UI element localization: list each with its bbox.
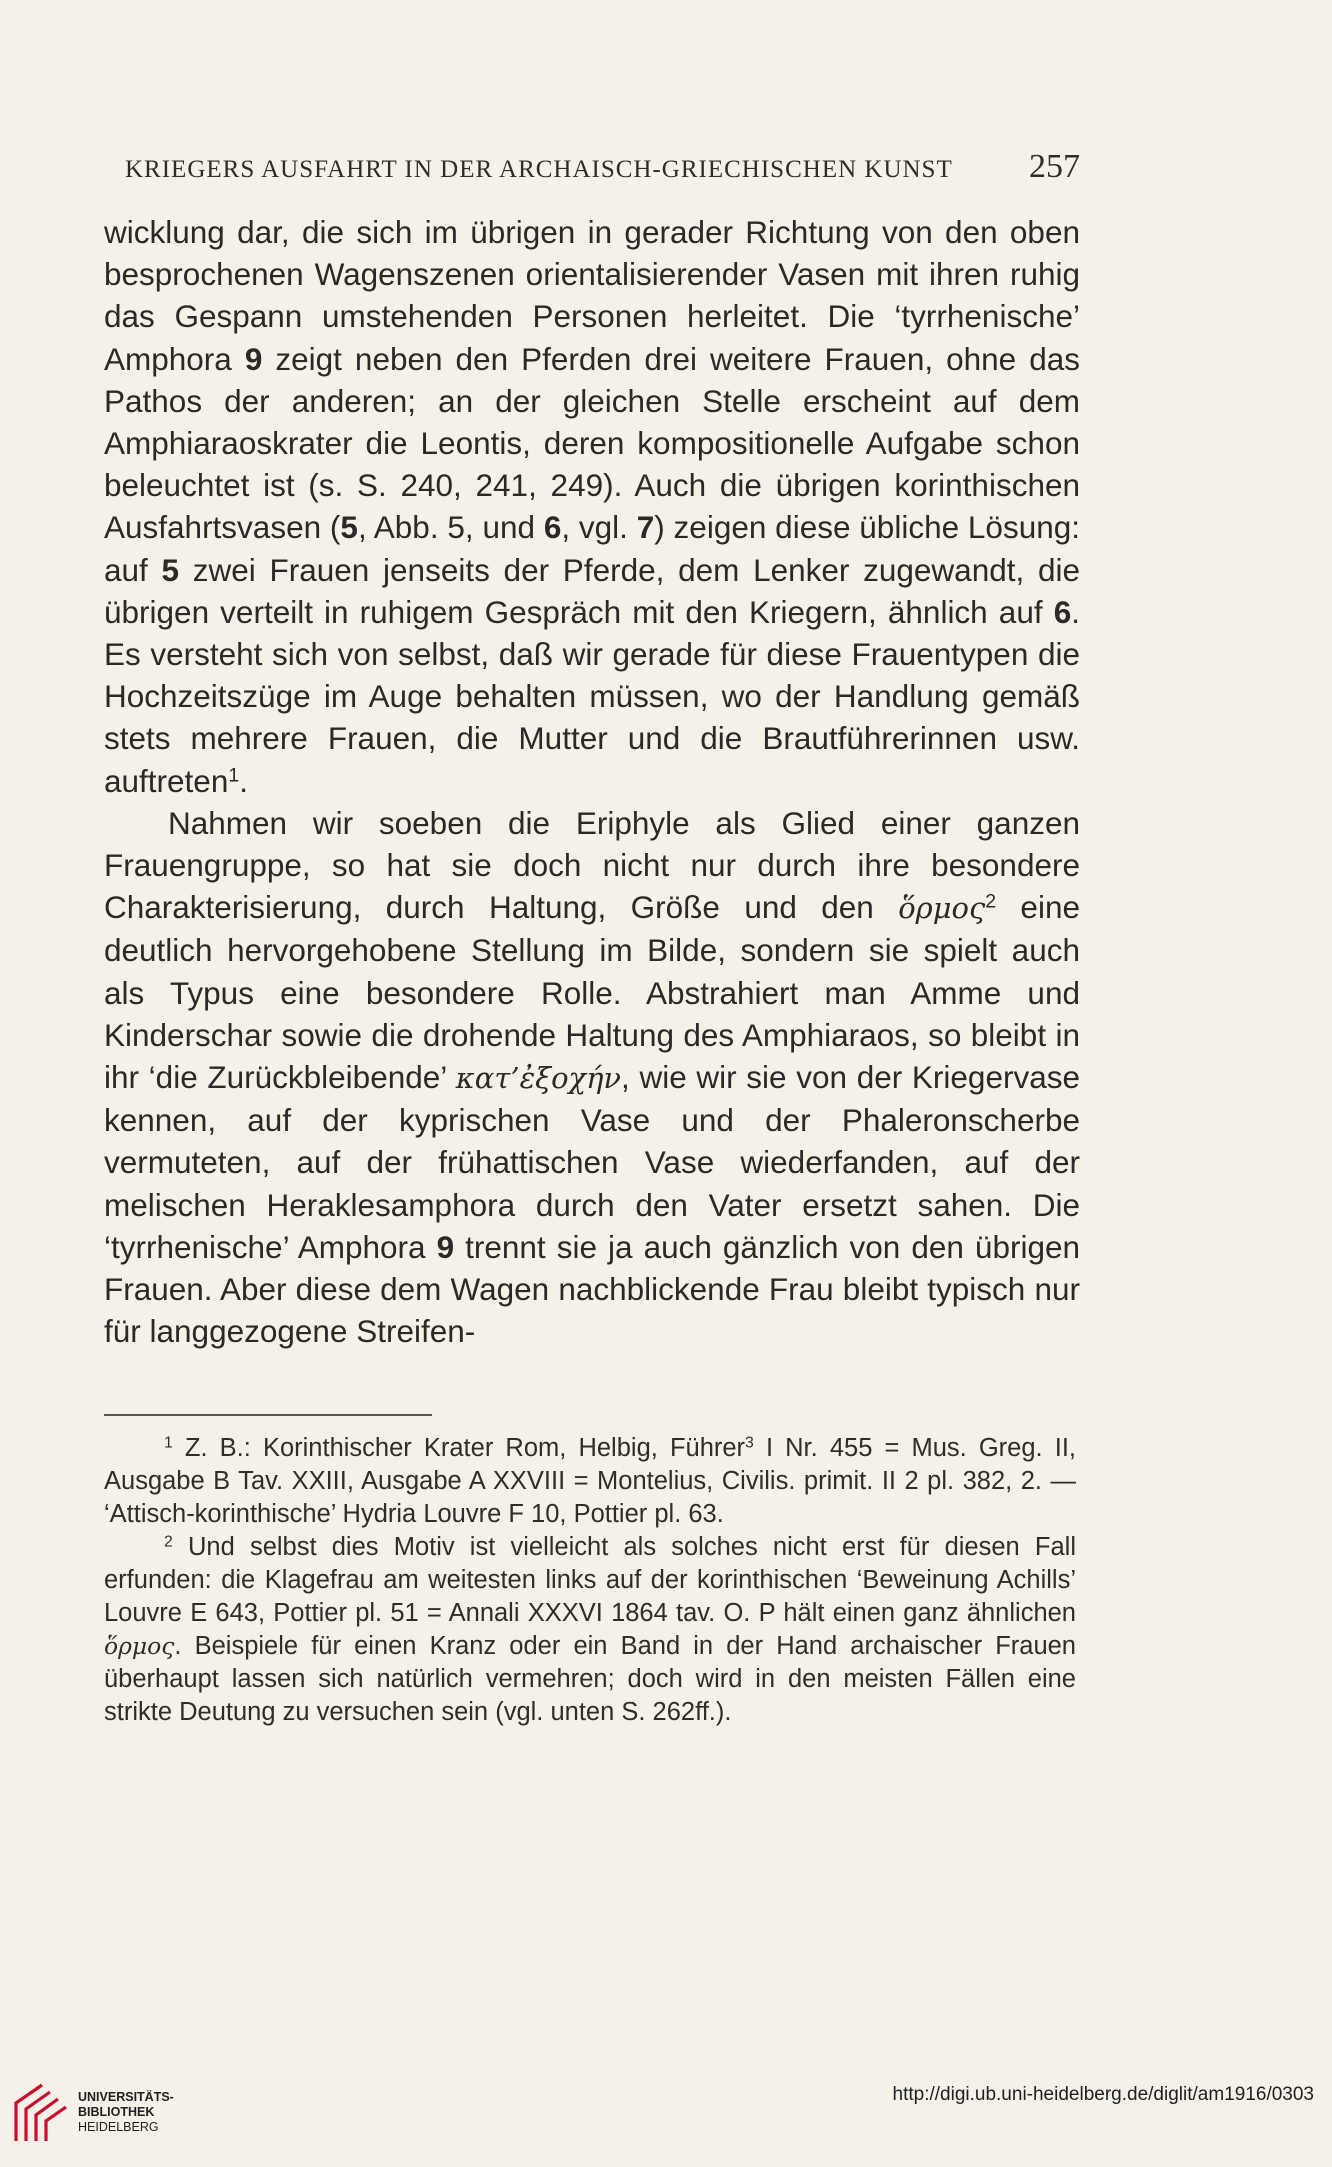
footnote-1	[104, 1432, 1076, 1531]
footnote-number: 2	[164, 1533, 173, 1551]
vase-number-ref: 9	[244, 340, 263, 377]
text-run: Z. B.: Korinthischer Krater Rom, Helbig, Führer	[172, 1434, 746, 1462]
digitization-footer	[0, 2060, 1332, 2167]
text-run: zwei Frauen jenseits der Pferde, dem Lenker zugewandt, die übrigen verteilt in ruhigem Gespräch mit den Kriegern, ähnlich auf	[104, 551, 1080, 630]
text-run: . Beispiele für einen Kranz oder ein Band in der Hand archaischer Frauen überhaupt lassen sich natürlich vermehren; doch wird in den meisten Fällen eine strikte Deutung zu versuchen sein (vgl. unten S. 262ff.).	[104, 1632, 1076, 1726]
text-run: I Nr. 455 = Mus. Greg. II, Ausgabe B Tav. XXIII, Ausgabe A XXVIII = Montelius, Civilis. primit. II 2 pl. 382, 2. — ‘Attisch-korinthische’ Hydria Louvre F 10, Pottier pl. 63.	[104, 1434, 1076, 1528]
text-run: ) zeigen diese übliche Lösung: auf	[104, 509, 1081, 588]
library-name	[78, 2090, 174, 2135]
vase-number-ref: 7	[636, 509, 655, 546]
library-name-line: BIBLIOTHEK	[78, 2105, 155, 2119]
greek-term: ὅρμος	[104, 1632, 175, 1660]
vase-number-ref: 9	[436, 1228, 455, 1265]
footnote-marker: 1	[228, 763, 240, 786]
footnote-separator	[104, 1414, 432, 1416]
text-run: zeigt neben den Pferden drei weitere Frauen, ohne das Pathos der anderen; an der gleichen Stelle erscheint auf dem Amphiaraoskrater die Leontis, deren kompositionelle Aufgabe schon beleuchtet ist (s. S. 240, 241, 249). Auch die übrigen korinthischen Ausfahrtsvasen (	[104, 340, 1080, 546]
running-head	[125, 150, 1080, 186]
main-text	[104, 211, 1080, 1352]
footnote-number: 1	[164, 1434, 173, 1452]
text-run: eine deutlich hervorgehobene Stellung im Bilde, sondern sie spielt auch als Typus eine besondere Rolle. Abstrahiert man Amme und Kinderschar sowie die drohende Haltung des Amphiaraos, so bleibt in ihr ‘die Zurückbleibende’	[104, 889, 1080, 1096]
text-run: , vgl.	[561, 509, 637, 546]
edition-superscript: 3	[745, 1434, 754, 1452]
text-run: . Es versteht sich von selbst, daß wir gerade für diese Frauentypen die Hochzeitszüge im Auge behalten müssen, wo der Handlung gemäß stets mehrere Frauen, die Mutter und die Brautführerinnen usw. auftreten	[104, 593, 1080, 799]
text-run: , Abb. 5, und	[357, 509, 544, 546]
paragraph-2	[104, 802, 1080, 1353]
footnote-2	[104, 1531, 1076, 1729]
library-name-line: HEIDELBERG	[78, 2120, 159, 2134]
vase-number-ref: 5	[340, 509, 358, 546]
university-library-logo-icon[interactable]	[8, 2081, 70, 2145]
text-run: trennt sie ja auch gänzlich von den übrigen Frauen. Aber diese dem Wagen nachblickende Frau bleibt typisch nur für langgezogene Streifen-	[104, 1228, 1081, 1350]
vase-number-ref: 5	[161, 551, 180, 588]
text-run: wicklung dar, die sich im übrigen in gerader Richtung von den oben besprochenen Wagenszenen orientalisierender Vasen mit ihren ruhig das Gespann umstehenden Personen herleitet. Die ‘tyrrhenische’ Amphora	[104, 214, 1080, 377]
text-run: Nahmen wir soeben die Eriphyle als Glied einer ganzen Frauengruppe, so hat sie doch nicht nur durch ihre besondere Charakterisierung, durch Haltung, Größe und den	[104, 804, 1080, 926]
greek-term: ὅρμος	[898, 891, 986, 926]
library-name-line: UNIVERSITÄTS-	[78, 2090, 174, 2104]
permalink-url[interactable]: http://digi.ub.uni-heidelberg.de/diglit/am1916/0303	[892, 2084, 1314, 2105]
running-head-title: KRIEGERS AUSFAHRT IN DER ARCHAISCH-GRIECHISCHEN KUNST	[125, 156, 953, 183]
greek-term: κατ’ἐξοχήν	[455, 1061, 622, 1096]
vase-number-ref: 6	[1053, 593, 1072, 630]
page-number: 257	[1029, 148, 1080, 185]
paragraph-1	[104, 211, 1080, 802]
footnotes	[104, 1432, 1076, 1729]
text-run: Und selbst dies Motiv ist vielleicht als solches nicht erst für diesen Fall erfunden: die Klagefrau am weitesten links auf der korinthischen ‘Beweinung Achills’ Louvre E 643, Pottier pl. 51 = Annali XXXVI 1864 tav. O. P hält einen ganz ähnlichen	[104, 1533, 1076, 1627]
text-run: , wie wir sie von der Kriegervase kennen, auf der kyprischen Vase und der Phaleronscherbe vermuteten, auf der frühattischen Vase wiederfanden, auf der melischen Heraklesamphora durch den Vater ersetzt sahen. Die ‘tyrrhenische’ Amphora	[104, 1059, 1080, 1265]
footnote-marker: 2	[985, 890, 997, 913]
text-run: .	[239, 762, 248, 799]
vase-number-ref: 6	[543, 509, 562, 546]
